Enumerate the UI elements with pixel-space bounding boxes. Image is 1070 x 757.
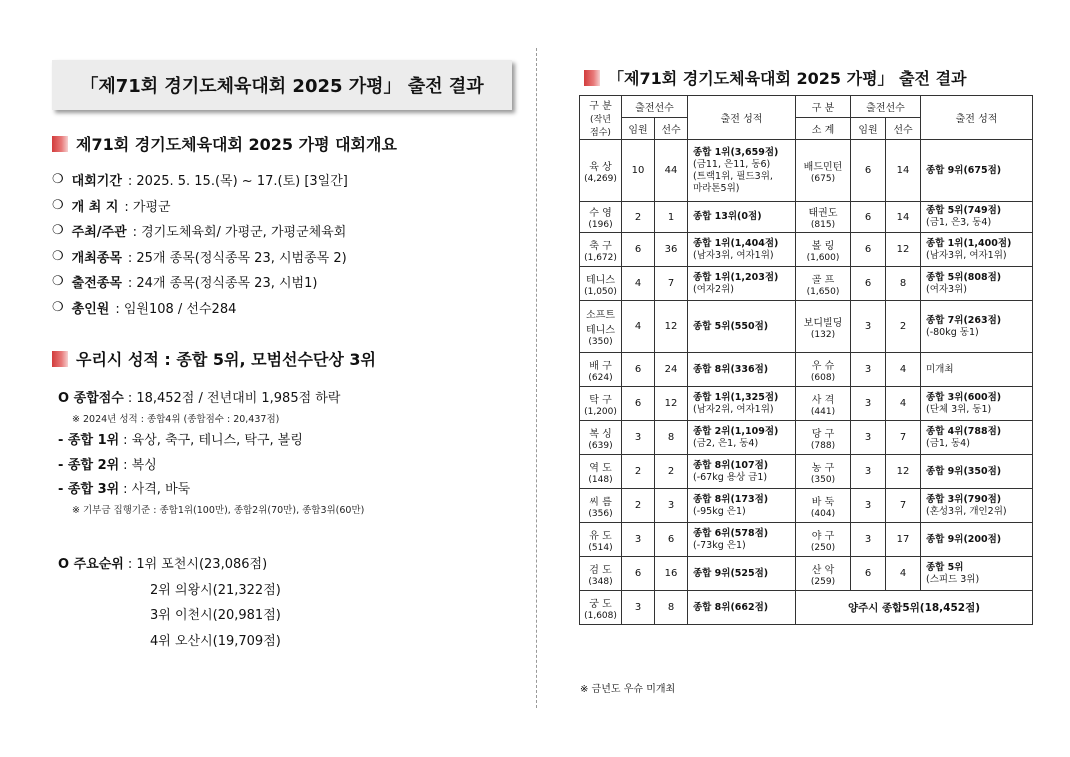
players-cell: 12	[655, 387, 688, 421]
major-rank-row-1	[58, 550, 281, 576]
overview-item-label: 총인원	[71, 301, 110, 317]
players-cell: 3	[655, 489, 688, 523]
result-cell: 종합 3위(790점) (혼성3위, 개인2위)	[921, 489, 1033, 523]
header-result-right: 출전 성적	[921, 96, 1033, 140]
red-square-icon	[52, 136, 68, 152]
major-rank-4: 4위 오산시(19,709점)	[150, 633, 281, 649]
result-heading-text: 우리시 성적 : 종합 5위, 모범선수단상 3위	[76, 350, 377, 369]
results-table	[579, 95, 1033, 625]
table-row	[580, 301, 1033, 353]
overview-item-value: : 24개 종목(정식종목 23, 시범1)	[127, 276, 318, 292]
overview-item	[52, 218, 348, 244]
officials-cell: 2	[622, 489, 655, 523]
circle-bullet-icon: ❍	[52, 172, 64, 188]
sport-name-cell: 육 상 (4,269)	[580, 140, 622, 202]
sport-name-cell: 축 구 (1,672)	[580, 233, 622, 267]
overview-list	[52, 167, 348, 320]
table-heading-text: 「제71회 경기도체육대회 2025 가평」 출전 결과	[608, 69, 967, 88]
red-square-icon	[52, 351, 68, 367]
result-list	[58, 384, 364, 518]
players-cell: 8	[886, 267, 921, 301]
players-cell: 14	[886, 140, 921, 202]
officials-cell: 6	[851, 557, 886, 591]
overview-item-value: : 임원108 / 선수284	[115, 301, 237, 317]
officials-cell: 6	[851, 267, 886, 301]
players-cell: 12	[886, 455, 921, 489]
players-cell: 8	[655, 591, 688, 625]
red-square-icon	[584, 70, 600, 86]
result-cell: 종합 9위(675점)	[921, 140, 1033, 202]
sport-name-cell: 수 영 (196)	[580, 202, 622, 233]
rank1-label: - 종합 1위	[58, 433, 120, 449]
total-cell: 양주시 종합5위(18,452점)	[796, 591, 1033, 625]
overview-item-label: 개최종목	[71, 250, 122, 266]
overview-item	[52, 295, 348, 321]
footnote: ※ 금년도 우슈 미개최	[580, 684, 676, 695]
prev-note: ※ 2024년 성적 : 종합4위 (종합점수 : 20,437점)	[72, 413, 280, 425]
players-cell: 7	[886, 421, 921, 455]
rank3-label: - 종합 3위	[58, 482, 120, 498]
circle-bullet-icon: ❍	[52, 197, 64, 213]
total-score-row	[58, 384, 364, 409]
players-cell: 24	[655, 353, 688, 387]
players-cell: 2	[886, 301, 921, 353]
table-row	[580, 202, 1033, 233]
table-row	[580, 387, 1033, 421]
sport-name-cell: 태권도 (815)	[796, 202, 851, 233]
header-players-right: 선수	[886, 118, 921, 140]
result-cell: 종합 1위(3,659점) (금11, 은11, 동6) (트랙1위, 필드3위, 마라톤5위)	[688, 140, 796, 202]
players-cell: 1	[655, 202, 688, 233]
players-cell: 4	[886, 387, 921, 421]
rank3-row	[58, 476, 364, 501]
result-cell: 종합 5위 (스피드 3위)	[921, 557, 1033, 591]
total-score-value: : 18,452점 / 전년대비 1,985점 하락	[127, 390, 341, 406]
officials-cell: 6	[622, 233, 655, 267]
table-row	[580, 267, 1033, 301]
sport-name-cell: 농 구 (350)	[796, 455, 851, 489]
players-cell: 16	[655, 557, 688, 591]
officials-cell: 3	[622, 523, 655, 557]
sport-name-cell: 골 프 (1,650)	[796, 267, 851, 301]
overview-item	[52, 193, 348, 219]
players-cell: 4	[886, 353, 921, 387]
table-row	[580, 140, 1033, 202]
table-row	[580, 523, 1033, 557]
officials-cell: 3	[851, 421, 886, 455]
officials-cell: 6	[851, 140, 886, 202]
sport-name-cell: 씨 름 (356)	[580, 489, 622, 523]
sport-name-cell: 역 도 (148)	[580, 455, 622, 489]
sport-name-cell: 보디빌딩 (132)	[796, 301, 851, 353]
rank2-value: : 복싱	[123, 457, 157, 473]
sport-name-cell: 볼 링 (1,600)	[796, 233, 851, 267]
overview-item	[52, 244, 348, 270]
table-heading	[584, 66, 967, 89]
players-cell: 4	[886, 557, 921, 591]
players-cell: 12	[886, 233, 921, 267]
header-officials-right: 임원	[851, 118, 886, 140]
rank1-value: : 육상, 축구, 테니스, 탁구, 볼링	[123, 433, 303, 449]
table-row	[580, 421, 1033, 455]
officials-cell: 3	[622, 591, 655, 625]
table-row	[580, 353, 1033, 387]
header-category: 구 분 (작년 점수)	[580, 96, 622, 140]
result-cell: 종합 1위(1,203점) (여자2위)	[688, 267, 796, 301]
officials-cell: 4	[622, 301, 655, 353]
table-row	[580, 455, 1033, 489]
players-cell: 44	[655, 140, 688, 202]
result-heading	[52, 347, 376, 370]
players-cell: 17	[886, 523, 921, 557]
result-cell: 종합 8위(173점) (-95kg 은1)	[688, 489, 796, 523]
sport-name-cell: 복 싱 (639)	[580, 421, 622, 455]
sport-name-cell: 검 도 (348)	[580, 557, 622, 591]
overview-item	[52, 269, 348, 295]
sport-name-cell: 당 구 (788)	[796, 421, 851, 455]
rank2-label: - 종합 2위	[58, 457, 120, 473]
players-cell: 2	[655, 455, 688, 489]
result-cell: 종합 8위(662점)	[688, 591, 796, 625]
major-rank-2: 2위 의왕시(21,322점)	[150, 582, 281, 598]
officials-cell: 4	[622, 267, 655, 301]
overview-item-value: : 2025. 5. 15.(목) ~ 17.(토) [3일간]	[127, 174, 348, 190]
rank3-value: : 사격, 바둑	[123, 482, 191, 498]
result-cell: 미개최	[921, 353, 1033, 387]
sport-name-cell: 사 격 (441)	[796, 387, 851, 421]
players-cell: 6	[655, 523, 688, 557]
result-cell: 종합 5위(550점)	[688, 301, 796, 353]
rank1-row	[58, 427, 364, 452]
overview-heading	[52, 132, 397, 155]
sport-name-cell: 야 구 (250)	[796, 523, 851, 557]
overview-item-label: 주최/주관	[71, 225, 127, 241]
result-cell: 종합 8위(336점)	[688, 353, 796, 387]
overview-heading-text: 제71회 경기도체육대회 2025 가평 대회개요	[76, 135, 397, 154]
main-title: 「제71회 경기도체육대회 2025 가평」 출전 결과	[52, 60, 512, 110]
result-cell: 종합 4위(788점) (금1, 동4)	[921, 421, 1033, 455]
rank2-row	[58, 451, 364, 476]
result-cell: 종합 13위(0점)	[688, 202, 796, 233]
officials-cell: 3	[851, 387, 886, 421]
players-cell: 8	[655, 421, 688, 455]
overview-item-value: : 25개 종목(정식종목 23, 시범종목 2)	[127, 250, 347, 266]
bonus-note: ※ 기부금 집행기준 : 종합1위(100만), 종합2위(70만), 종합3위(60만)	[72, 505, 365, 516]
circle-bullet-icon: ❍	[52, 299, 64, 315]
officials-cell: 6	[622, 557, 655, 591]
officials-cell: 2	[622, 455, 655, 489]
officials-cell: 6	[622, 353, 655, 387]
overview-item-label: 대회기간	[71, 174, 122, 190]
sport-name-cell: 유 도 (514)	[580, 523, 622, 557]
major-rank-3: 3위 이천시(20,981점)	[150, 608, 281, 624]
sport-name-cell: 산 악 (259)	[796, 557, 851, 591]
result-cell: 종합 6위(578점) (-73kg 은1)	[688, 523, 796, 557]
table-row	[580, 591, 1033, 625]
officials-cell: 6	[851, 233, 886, 267]
sport-name-cell: 배 구 (624)	[580, 353, 622, 387]
result-cell: 종합 1위(1,400점) (남자3위, 여자1위)	[921, 233, 1033, 267]
table-row	[580, 489, 1033, 523]
total-score-label: O 종합점수	[58, 390, 124, 406]
officials-cell: 3	[851, 523, 886, 557]
sport-name-cell: 탁 구 (1,200)	[580, 387, 622, 421]
result-cell: 종합 5위(808점) (여자3위)	[921, 267, 1033, 301]
header-category-right: 구 분	[796, 96, 851, 118]
officials-cell: 6	[851, 202, 886, 233]
page-divider	[536, 48, 537, 708]
sport-name-cell: 테니스 (1,050)	[580, 267, 622, 301]
major-ranks	[58, 550, 281, 652]
overview-item-label: 출전종목	[71, 276, 122, 292]
players-cell: 14	[886, 202, 921, 233]
officials-cell: 2	[622, 202, 655, 233]
officials-cell: 3	[622, 421, 655, 455]
result-cell: 종합 1위(1,325점) (남자2위, 여자1위)	[688, 387, 796, 421]
officials-cell: 10	[622, 140, 655, 202]
overview-item-label: 개 최 지	[71, 199, 119, 215]
players-cell: 12	[655, 301, 688, 353]
officials-cell: 6	[622, 387, 655, 421]
result-cell: 종합 7위(263점) (-80kg 동1)	[921, 301, 1033, 353]
header-subtotal: 소 계	[796, 118, 851, 140]
result-cell: 종합 9위(200점)	[921, 523, 1033, 557]
result-cell: 종합 1위(1,404점) (남자3위, 여자1위)	[688, 233, 796, 267]
result-cell: 종합 2위(1,109점) (금2, 은1, 동4)	[688, 421, 796, 455]
circle-bullet-icon: ❍	[52, 223, 64, 239]
sport-name-cell: 소프트 테니스 (350)	[580, 301, 622, 353]
officials-cell: 3	[851, 489, 886, 523]
circle-bullet-icon: ❍	[52, 274, 64, 290]
results-table-wrap	[579, 95, 1033, 625]
sport-name-cell: 배드민턴 (675)	[796, 140, 851, 202]
result-cell: 종합 9위(350점)	[921, 455, 1033, 489]
result-cell: 종합 8위(107점) (-67kg 용상 금1)	[688, 455, 796, 489]
players-cell: 7	[655, 267, 688, 301]
officials-cell: 3	[851, 301, 886, 353]
sport-name-cell: 궁 도 (1,608)	[580, 591, 622, 625]
officials-cell: 3	[851, 353, 886, 387]
header-officials: 임원	[622, 118, 655, 140]
players-cell: 36	[655, 233, 688, 267]
result-cell: 종합 3위(600점) (단체 3위, 동1)	[921, 387, 1033, 421]
header-players: 선수	[655, 118, 688, 140]
header-athletes: 출전선수	[622, 96, 688, 118]
major-rank-1: : 1위 포천시(23,086점)	[127, 557, 268, 573]
sport-name-cell: 우 슈 (608)	[796, 353, 851, 387]
sport-name-cell: 바 둑 (404)	[796, 489, 851, 523]
players-cell: 7	[886, 489, 921, 523]
overview-item	[52, 167, 348, 193]
officials-cell: 3	[851, 455, 886, 489]
overview-item-value: : 가평군	[124, 199, 171, 215]
header-result: 출전 성적	[688, 96, 796, 140]
overview-item-value: : 경기도체육회/ 가평군, 가평군체육회	[132, 225, 347, 241]
result-cell: 종합 5위(749점) (금1, 은3, 동4)	[921, 202, 1033, 233]
header-athletes-right: 출전선수	[851, 96, 921, 118]
result-cell: 종합 9위(525점)	[688, 557, 796, 591]
table-row	[580, 557, 1033, 591]
table-row	[580, 233, 1033, 267]
circle-bullet-icon: ❍	[52, 248, 64, 264]
major-ranks-label: O 주요순위	[58, 557, 124, 573]
